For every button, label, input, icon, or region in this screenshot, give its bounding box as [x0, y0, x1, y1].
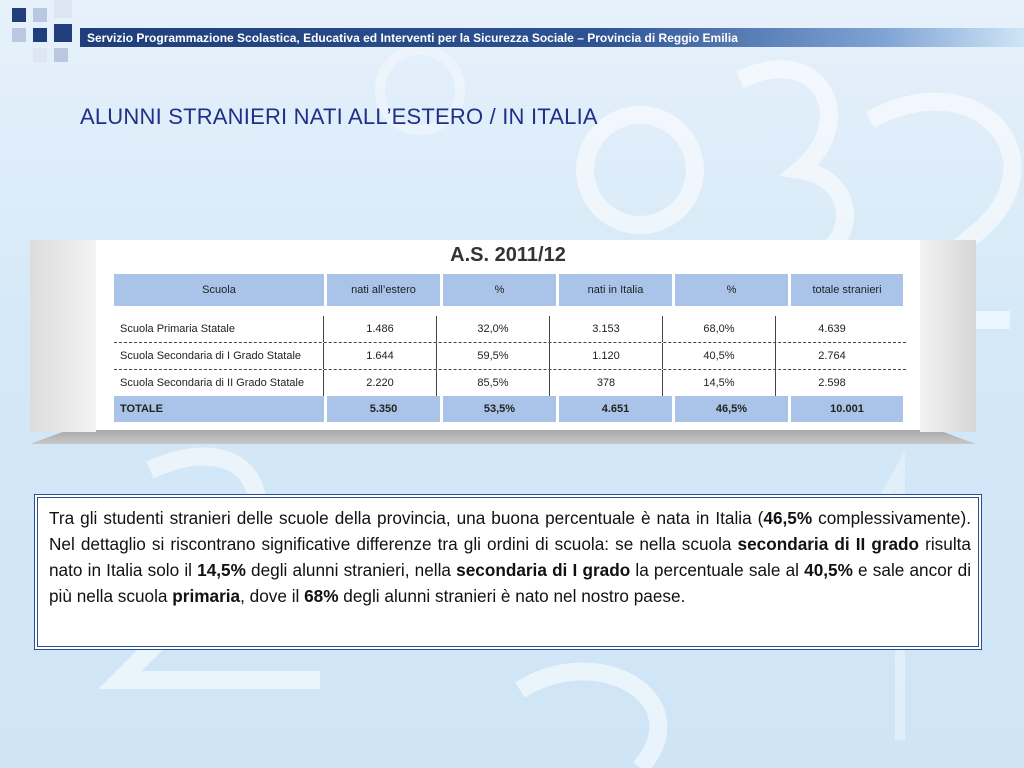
table-total-row	[114, 396, 906, 422]
highlight-secondary-ii: secondaria di II grado	[737, 534, 920, 554]
row-born-italy: 1.120	[550, 343, 663, 369]
header-cell-pct-abroad: %	[443, 274, 556, 306]
row-pct-italy: 14,5%	[663, 370, 776, 396]
row-total: 4.639	[818, 323, 846, 335]
row-born-italy: 3.153	[550, 316, 663, 342]
row-born-abroad: 1.486	[324, 316, 437, 342]
row-pct-abroad: 85,5%	[437, 370, 550, 396]
panel-right-frame	[920, 240, 976, 432]
total-born-abroad: 5.350	[327, 396, 440, 422]
total-pct-italy: 46,5%	[675, 396, 788, 422]
row-pct-italy: 40,5%	[663, 343, 776, 369]
highlight-pct-secondary-i: 40,5%	[804, 560, 853, 580]
slide-title: ALUNNI STRANIERI NATI ALL’ESTERO / IN ITALIA	[80, 104, 598, 129]
highlight-primary: primaria	[172, 586, 241, 606]
total-pct-abroad: 53,5%	[443, 396, 556, 422]
total-all: 10.001	[791, 396, 903, 422]
summary-paragraph	[49, 505, 971, 609]
panel-left-frame	[30, 240, 96, 432]
header-cell-pct-italy: %	[675, 274, 788, 306]
table-image-panel	[30, 240, 976, 445]
corner-squares-decoration	[0, 0, 90, 70]
row-born-abroad: 2.220	[324, 370, 437, 396]
highlight-pct-secondary-ii: 14,5%	[197, 560, 246, 580]
header-cell-school: Scuola	[114, 274, 324, 306]
text-run: e sale ancor di più nella scuola	[49, 560, 972, 606]
row-born-abroad: 1.644	[324, 343, 437, 369]
header-cell-born-abroad: nati all’estero	[327, 274, 440, 306]
row-pct-italy: 68,0%	[663, 316, 776, 342]
text-run: complessivamente). Nel dettaglio si riscontrano significative differenze tra gli ordini di scuola: se nella scuola	[49, 508, 971, 554]
text-run: risulta nato in Italia solo il	[49, 534, 971, 580]
text-run: Tra gli studenti stranieri delle scuole della provincia, una buona percentuale è nata in Italia (	[49, 508, 764, 528]
row-school: Scuola Secondaria di I Grado Statale	[114, 343, 324, 369]
row-pct-abroad: 59,5%	[437, 343, 550, 369]
header-cell-born-italy: nati in Italia	[559, 274, 672, 306]
total-born-italy: 4.651	[559, 396, 672, 422]
text-run: la percentuale sale al	[630, 560, 805, 580]
row-school: Scuola Secondaria di II Grado Statale	[114, 370, 324, 396]
highlight-secondary-i: secondaria di I grado	[456, 560, 631, 580]
header-text: Servizio Programmazione Scolastica, Educativa ed Interventi per la Sicurezza Sociale – Provincia di Reggio Emilia	[87, 31, 738, 45]
highlight-total-italy: 46,5%	[763, 508, 813, 528]
text-run: degli alunni stranieri è nato nel nostro paese.	[338, 586, 686, 606]
highlight-pct-primary: 68%	[304, 586, 339, 606]
row-total: 2.764	[818, 350, 846, 362]
table-card	[96, 240, 920, 430]
text-run: degli alunni stranieri, nella	[245, 560, 457, 580]
table-row	[114, 343, 906, 370]
row-born-italy: 378	[550, 370, 663, 396]
text-run: , dove il	[240, 586, 305, 606]
data-table	[114, 274, 906, 422]
row-pct-abroad: 32,0%	[437, 316, 550, 342]
panel-shadow	[30, 430, 976, 444]
table-row	[114, 316, 906, 343]
table-row	[114, 370, 906, 396]
row-school: Scuola Primaria Statale	[114, 316, 324, 342]
summary-text-box	[34, 494, 982, 650]
school-year-caption: A.S. 2011/12	[450, 244, 566, 266]
header-cell-total: totale stranieri	[791, 274, 903, 306]
total-label: TOTALE	[114, 396, 324, 422]
row-total: 2.598	[818, 377, 846, 389]
table-header-row	[114, 274, 906, 306]
